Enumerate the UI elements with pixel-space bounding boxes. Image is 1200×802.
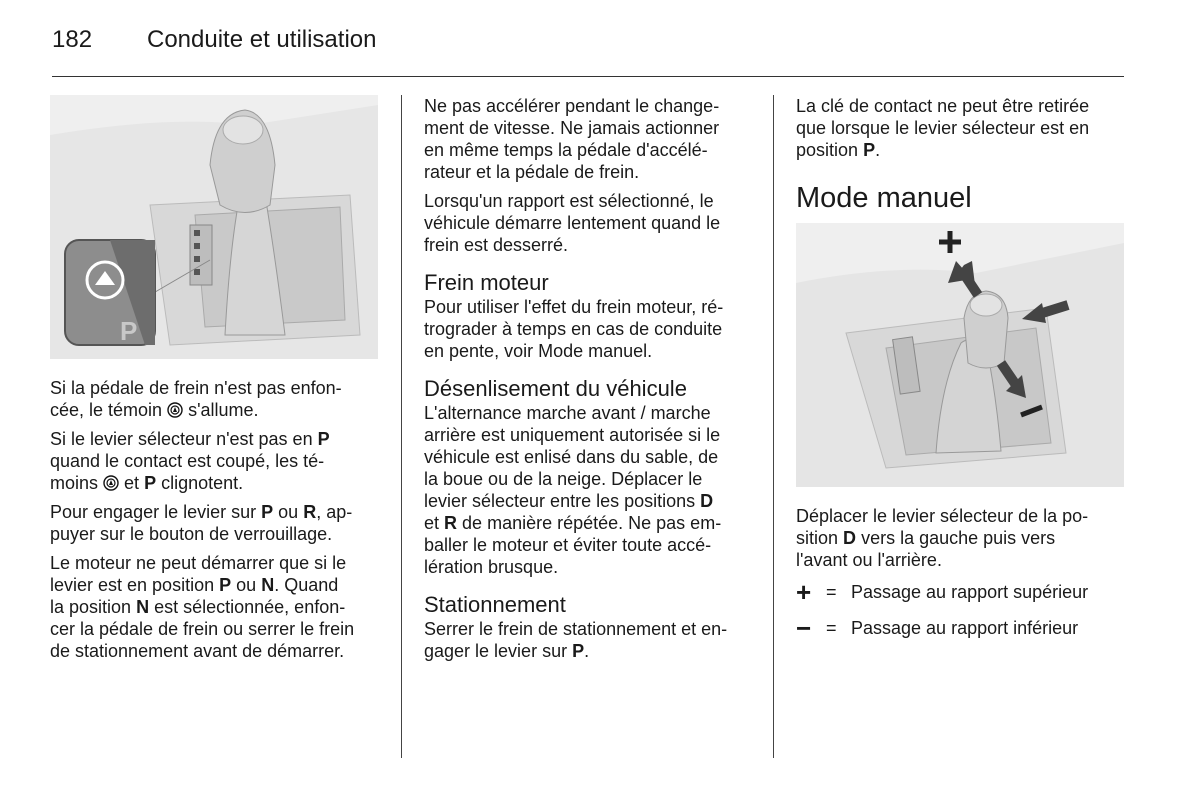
column-3 <box>796 95 1126 653</box>
paragraph-brake-warning: Si la pédale de frein n'est pas enfon- cée, le témoin s'allume. <box>50 378 342 420</box>
paragraph-manual-mode: Déplacer le levier sélecteur de la po- sition D vers la gauche puis vers l'avant ou l'arrière. <box>796 506 1089 570</box>
list-item-downshift: − = Passage au rapport inférieur <box>796 613 1079 643</box>
heading-stationnement: Stationnement <box>424 592 566 617</box>
paragraph-engage-lever: Pour engager le levier sur P ou R, ap- puyer sur le bouton de verrouillage. <box>50 502 353 544</box>
heading-frein-moteur: Frein moteur <box>424 270 549 295</box>
column-divider-1 <box>401 95 402 758</box>
page-header <box>52 22 1124 77</box>
gear-selector-illustration <box>50 95 378 359</box>
paragraph-engine-brake: Pour utiliser l'effet du frein moteur, ré- trograder à temps en cas de conduite en pente, voir Mode manuel. <box>424 297 724 361</box>
paragraph-rocking-vehicle: L'alternance marche avant / marche arrière est uniquement autorisée si le véhicule est enlisé dans du sable, de la boue ou de la neige. Déplacer le levier sélecteur entre les positions D et R de manière répétée. Ne pas em- baller le moteur et éviter toute accé- lération brusque. <box>424 403 722 577</box>
paragraph-no-accelerate: Ne pas accélérer pendant le change- ment de vitesse. Ne jamais actionner en même temps la pédale d'accélé- rateur et la pédale de frein. <box>424 96 720 182</box>
manual-mode-illustration <box>796 223 1124 487</box>
page-number: 182 <box>52 26 93 53</box>
heading-mode-manuel: Mode manuel <box>796 182 972 214</box>
brake-pedal-warning-icon <box>103 474 119 490</box>
paragraph-engine-start: Le moteur ne peut démarrer que si le levier est en position P ou N. Quand la position N est sélectionnée, enfon- cer la pédale de frein ou serrer le frein de stationnement avant de démarrer. <box>50 553 355 661</box>
chapter-title: Conduite et utilisation <box>147 26 377 53</box>
minus-icon: − <box>796 613 812 643</box>
paragraph-selector-not-p: Si le levier sélecteur n'est pas en P quand le contact est coupé, les té- moins et P clignotent. <box>50 429 330 493</box>
column-divider-2 <box>773 95 774 758</box>
heading-desenlisement: Désenlisement du véhicule <box>424 376 687 401</box>
paragraph-parking: Serrer le frein de stationnement et en- gager le levier sur P. <box>424 619 728 661</box>
column-2 <box>424 95 754 669</box>
brake-pedal-warning-icon <box>167 401 183 417</box>
plus-icon: + <box>796 577 812 607</box>
list-item-upshift: + = Passage au rapport supérieur <box>796 577 1089 607</box>
paragraph-gear-selected: Lorsqu'un rapport est sélectionné, le véhicule démarre lentement quand le frein est desserré. <box>424 191 721 255</box>
column-1 <box>50 95 380 669</box>
paragraph-ignition-key: La clé de contact ne peut être retirée que lorsque le levier sélecteur est en position P. <box>796 96 1090 160</box>
svg-text:P: P <box>120 316 138 346</box>
